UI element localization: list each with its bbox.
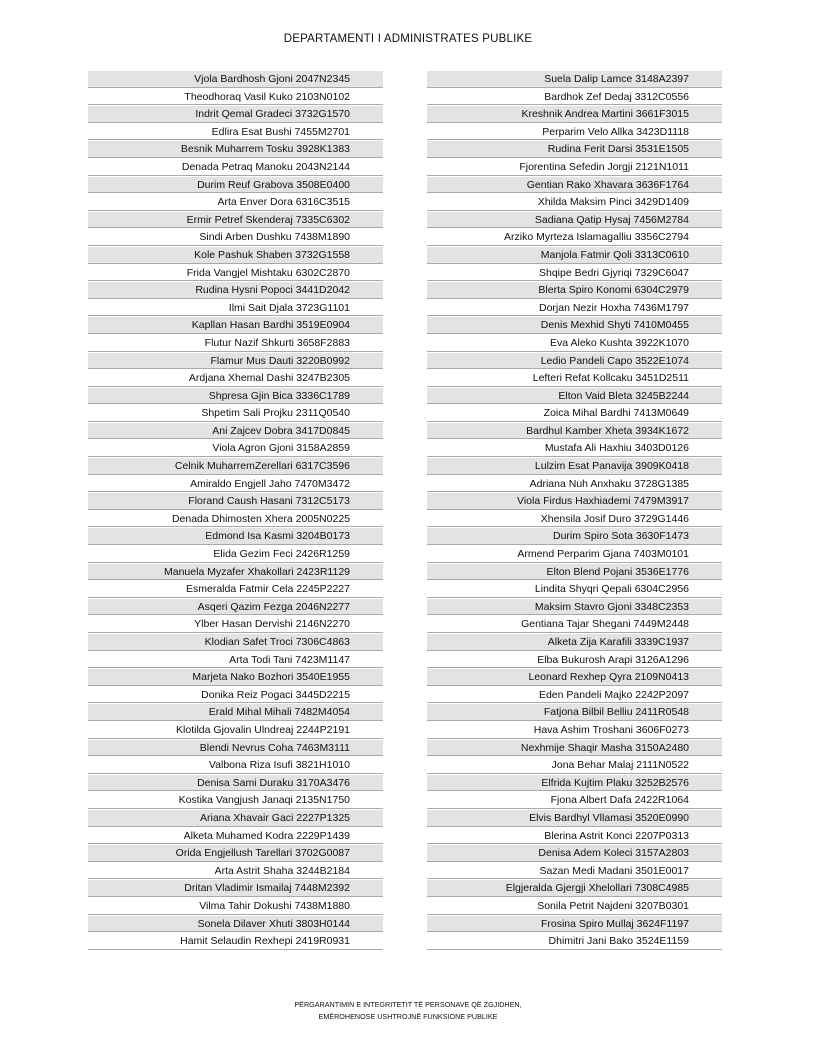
list-item: Rudina Hysni Popoci 3441D2042 bbox=[88, 282, 383, 299]
list-item: Gentian Rako Xhavara 3636F1764 bbox=[427, 177, 722, 194]
list-item: Arta Enver Dora 6316C3515 bbox=[88, 194, 383, 211]
list-item: Blerina Astrit Konci 2207P0313 bbox=[427, 828, 722, 845]
list-item: Arta Todi Tani 7423M1147 bbox=[88, 652, 383, 669]
footer-line-1: PËRGARANTIMIN E INTEGRITETIT TË PERSONAVE QË ZGJIDHEN, bbox=[294, 1000, 522, 1009]
list-item: Lindita Shyqri Qepali 6304C2956 bbox=[427, 581, 722, 598]
list-item: Flamur Mus Dauti 3220B0992 bbox=[88, 353, 383, 370]
list-item: Denis Mexhid Shyti 7410M0455 bbox=[427, 317, 722, 334]
list-item: Donika Reiz Pogaci 3445D2215 bbox=[88, 687, 383, 704]
list-item: Blerta Spiro Konomi 6304C2979 bbox=[427, 282, 722, 299]
list-item: Hava Ashim Troshani 3606F0273 bbox=[427, 722, 722, 739]
list-item: Ilmi Sait Djala 3723G1101 bbox=[88, 300, 383, 317]
list-item: Zoica Mihal Bardhi 7413M0649 bbox=[427, 405, 722, 422]
list-item: Frida Vangjel Mishtaku 6302C2870 bbox=[88, 265, 383, 282]
list-item: Viola Firdus Haxhiademi 7479M3917 bbox=[427, 493, 722, 510]
list-item: Fatjona Bilbil Belliu 2411R0548 bbox=[427, 704, 722, 721]
list-item: Sonela Dilaver Xhuti 3803H0144 bbox=[88, 916, 383, 933]
list-item: Lulzim Esat Panavija 3909K0418 bbox=[427, 458, 722, 475]
list-item: Dritan Vladimir Ismailaj 7448M2392 bbox=[88, 880, 383, 897]
list-item: Shpresa Gjin Bica 3336C1789 bbox=[88, 388, 383, 405]
list-item: Esmeralda Fatmir Cela 2245P2227 bbox=[88, 581, 383, 598]
list-item: Ermir Petref Skenderaj 7335C6302 bbox=[88, 212, 383, 229]
list-item: Adriana Nuh Anxhaku 3728G1385 bbox=[427, 476, 722, 493]
list-item: Elba Bukurosh Arapi 3126A1296 bbox=[427, 652, 722, 669]
left-name-list bbox=[88, 71, 383, 951]
list-item: Mustafa Ali Haxhiu 3403D0126 bbox=[427, 440, 722, 457]
list-item: Frosina Spiro Mullaj 3624F1197 bbox=[427, 916, 722, 933]
list-item: Manjola Fatmir Qoli 3313C0610 bbox=[427, 247, 722, 264]
list-item: Alketa Zija Karafili 3339C1937 bbox=[427, 634, 722, 651]
list-item: Erald Mihal Mihali 7482M4054 bbox=[88, 704, 383, 721]
list-item: Perparim Velo Allka 3423D1118 bbox=[427, 124, 722, 141]
list-item: Hamit Selaudin Rexhepi 2419R0931 bbox=[88, 933, 383, 950]
list-item: Vjola Bardhosh Gjoni 2047N2345 bbox=[88, 71, 383, 88]
list-item: Ariana Xhavair Gaci 2227P1325 bbox=[88, 810, 383, 827]
list-item: Sazan Medi Madani 3501E0017 bbox=[427, 863, 722, 880]
document-title: DEPARTAMENTI I ADMINISTRATES PUBLIKE bbox=[283, 33, 533, 45]
list-item: Dorjan Nezir Hoxha 7436M1797 bbox=[427, 300, 722, 317]
list-item: Leonard Rexhep Qyra 2109N0413 bbox=[427, 669, 722, 686]
list-item: Shpetim Sali Projku 2311Q0540 bbox=[88, 405, 383, 422]
list-item: Manuela Myzafer Xhakollari 2423R1129 bbox=[88, 564, 383, 581]
list-item: Durim Spiro Sota 3630F1473 bbox=[427, 528, 722, 545]
list-item: Denada Dhimosten Xhera 2005N0225 bbox=[88, 511, 383, 528]
list-item: Ardjana Xhemal Dashi 3247B2305 bbox=[88, 370, 383, 387]
list-item: Denisa Adem Koleci 3157A2803 bbox=[427, 845, 722, 862]
list-item: Rudina Ferit Darsi 3531E1505 bbox=[427, 141, 722, 158]
list-item: Sonila Petrit Najdeni 3207B0301 bbox=[427, 898, 722, 915]
list-item: Elton Blend Pojani 3536E1776 bbox=[427, 564, 722, 581]
list-item: Xhilda Maksim Pinci 3429D1409 bbox=[427, 194, 722, 211]
right-name-list bbox=[427, 71, 722, 951]
list-item: Bardhul Kamber Xheta 3934K1672 bbox=[427, 423, 722, 440]
list-item: Kole Pashuk Shaben 3732G1558 bbox=[88, 247, 383, 264]
list-item: Ylber Hasan Dervishi 2146N2270 bbox=[88, 616, 383, 633]
list-item: Celnik MuharremZerellari 6317C3596 bbox=[88, 458, 383, 475]
list-item: Besnik Muharrem Tosku 3928K1383 bbox=[88, 141, 383, 158]
list-item: Amiraldo Engjell Jaho 7470M3472 bbox=[88, 476, 383, 493]
list-item: Indrit Qemal Gradeci 3732G1570 bbox=[88, 106, 383, 123]
list-item: Sindi Arben Dushku 7438M1890 bbox=[88, 229, 383, 246]
list-item: Florand Caush Hasani 7312C5173 bbox=[88, 493, 383, 510]
list-item: Ledio Pandeli Capo 3522E1074 bbox=[427, 353, 722, 370]
list-item: Elton Vaid Bleta 3245B2244 bbox=[427, 388, 722, 405]
list-item: Gentiana Tajar Shegani 7449M2448 bbox=[427, 616, 722, 633]
list-item: Bardhok Zef Dedaj 3312C0556 bbox=[427, 89, 722, 106]
list-item: Dhimitri Jani Bako 3524E1159 bbox=[427, 933, 722, 950]
list-item: Shqipe Bedri Gjyriqi 7329C6047 bbox=[427, 265, 722, 282]
list-item: Fjorentina Sefedin Jorgji 2121N1011 bbox=[427, 159, 722, 176]
list-item: Elvis Bardhyl Vllamasi 3520E0990 bbox=[427, 810, 722, 827]
list-item: Kostika Vangjush Janaqi 2135N1750 bbox=[88, 792, 383, 809]
list-item: Blendi Nevrus Coha 7463M3111 bbox=[88, 740, 383, 757]
list-item: Arta Astrit Shaha 3244B2184 bbox=[88, 863, 383, 880]
list-item: Alketa Muhamed Kodra 2229P1439 bbox=[88, 828, 383, 845]
list-item: Lefteri Refat Kollcaku 3451D2511 bbox=[427, 370, 722, 387]
list-item: Klodian Safet Troci 7306C4863 bbox=[88, 634, 383, 651]
list-item: Orida Engjellush Tarellari 3702G0087 bbox=[88, 845, 383, 862]
list-item: Kreshnik Andrea Martini 3661F3015 bbox=[427, 106, 722, 123]
list-item: Flutur Nazif Shkurti 3658F2883 bbox=[88, 335, 383, 352]
list-item: Eden Pandeli Majko 2242P2097 bbox=[427, 687, 722, 704]
list-item: Nexhmije Shaqir Masha 3150A2480 bbox=[427, 740, 722, 757]
list-item: Elgjeralda Gjergji Xhelollari 7308C4985 bbox=[427, 880, 722, 897]
list-item: Maksim Stavro Gjoni 3348C2353 bbox=[427, 599, 722, 616]
list-item: Valbona Riza Isufi 3821H1010 bbox=[88, 757, 383, 774]
list-item: Edlira Esat Bushi 7455M2701 bbox=[88, 124, 383, 141]
list-item: Durim Reuf Grabova 3508E0400 bbox=[88, 177, 383, 194]
list-item: Fjona Albert Dafa 2422R1064 bbox=[427, 792, 722, 809]
list-item: Viola Agron Gjoni 3158A2859 bbox=[88, 440, 383, 457]
list-item: Suela Dalip Lamce 3148A2397 bbox=[427, 71, 722, 88]
list-item: Sadiana Qatip Hysaj 7456M2784 bbox=[427, 212, 722, 229]
list-item: Asqeri Qazim Fezga 2046N2277 bbox=[88, 599, 383, 616]
document-footer bbox=[0, 999, 816, 1022]
list-item: Klotilda Gjovalin Ulndreaj 2244P2191 bbox=[88, 722, 383, 739]
list-item: Edmond Isa Kasmi 3204B0173 bbox=[88, 528, 383, 545]
list-item: Ani Zajcev Dobra 3417D0845 bbox=[88, 423, 383, 440]
list-item: Denada Petraq Manoku 2043N2144 bbox=[88, 159, 383, 176]
footer-line-2: EMËROHENOSE USHTROJNË FUNKSIONE PUBLIKE bbox=[318, 1011, 498, 1021]
list-item: Theodhoraq Vasil Kuko 2103N0102 bbox=[88, 89, 383, 106]
list-item: Arziko Myrteza Islamagalliu 3356C2794 bbox=[427, 229, 722, 246]
list-item: Elfrida Kujtim Plaku 3252B2576 bbox=[427, 775, 722, 792]
list-item: Kapllan Hasan Bardhi 3519E0904 bbox=[88, 317, 383, 334]
list-item: Marjeta Nako Bozhori 3540E1955 bbox=[88, 669, 383, 686]
list-item: Elida Gezim Feci 2426R1259 bbox=[88, 546, 383, 563]
list-item: Xhensila Josif Duro 3729G1446 bbox=[427, 511, 722, 528]
list-item: Eva Aleko Kushta 3922K1070 bbox=[427, 335, 722, 352]
list-item: Armend Perparim Gjana 7403M0101 bbox=[427, 546, 722, 563]
list-item: Jona Behar Malaj 2111N0522 bbox=[427, 757, 722, 774]
list-item: Vilma Tahir Dokushi 7438M1880 bbox=[88, 898, 383, 915]
list-item: Denisa Sami Duraku 3170A3476 bbox=[88, 775, 383, 792]
